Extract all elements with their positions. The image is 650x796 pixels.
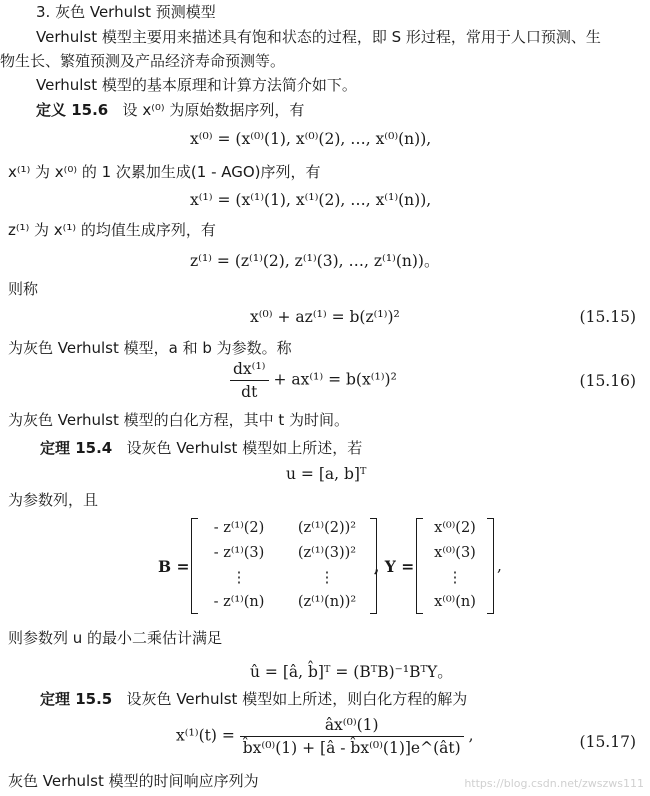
derivative-fraction — [230, 360, 269, 401]
fraction-denominator: dt — [241, 383, 258, 401]
equation-x0-sequence: x⁽⁰⁾ = (x⁽⁰⁾(1), x⁽⁰⁾(2), …, x⁽⁰⁾(n)), — [190, 130, 432, 148]
matrix-b-cell: ⋮ — [319, 570, 335, 586]
matrix-trailing-comma: , — [497, 557, 502, 575]
equation-15-17 — [176, 716, 474, 757]
least-squares-text: 则参数列 u 的最小二乘估计满足 — [8, 629, 223, 647]
equation-number-15-15: (15.15) — [579, 308, 636, 326]
model-definition-text: 为灰色 Verhulst 模型，a 和 b 为参数。称 — [8, 339, 292, 357]
definition-text: 设 x⁽⁰⁾ 为原始数据序列，有 — [122, 101, 305, 119]
theorem-text: 设灰色 Verhulst 模型如上所述，则白化方程的解为 — [126, 690, 468, 708]
matrix-y-right-bracket — [487, 518, 494, 614]
matrix-b-cell: - z⁽¹⁾(n) — [213, 594, 265, 610]
theorem-text: 设灰色 Verhulst 模型如上所述，若 — [126, 439, 363, 457]
then-call-text: 则称 — [8, 280, 39, 298]
matrix-b-cell: - z⁽¹⁾(3) — [213, 545, 265, 561]
equation-15-17-lhs: x⁽¹⁾(t) = — [176, 726, 235, 745]
parameter-text: 为参数列，且 — [8, 491, 99, 509]
equation-u-vector: u = [a, b]ᵀ — [286, 465, 367, 483]
theorem-15-4 — [40, 438, 362, 458]
theorem-label: 定理 15.5 — [40, 690, 113, 708]
matrix-y-left-bracket — [416, 518, 423, 614]
fraction-numerator: âx⁽⁰⁾(1) — [240, 716, 464, 737]
matrix-y-cell: x⁽⁰⁾(n) — [434, 594, 476, 610]
theorem-15-5 — [40, 689, 467, 709]
matrix-y-cell: ⋮ — [447, 570, 463, 586]
matrix-b-cell: (z⁽¹⁾(3))² — [297, 545, 357, 561]
solution-fraction — [240, 716, 464, 757]
intro-paragraph-line2: 物生长、繁殖预测及产品经济寿命预测等。 — [0, 52, 286, 70]
matrix-b-cell: (z⁽¹⁾(n))² — [297, 594, 357, 610]
matrix-b-cell: ⋮ — [231, 570, 247, 586]
mean-sequence-text: z⁽¹⁾ 为 x⁽¹⁾ 的均值生成序列，有 — [8, 221, 216, 239]
matrix-b-cell: - z⁽¹⁾(2) — [213, 520, 265, 536]
response-sequence-text: 灰色 Verhulst 模型的时间响应序列为 — [8, 772, 259, 790]
equation-15-17-end: , — [468, 726, 474, 745]
equation-x1-sequence: x⁽¹⁾ = (x⁽¹⁾(1), x⁽¹⁾(2), …, x⁽¹⁾(n)), — [190, 191, 432, 209]
equation-z1-sequence: z⁽¹⁾ = (z⁽¹⁾(2), z⁽¹⁾(3), …, z⁽¹⁾(n))。 — [190, 252, 440, 270]
equation-number-15-17: (15.17) — [579, 733, 636, 751]
matrix-b-left-bracket — [191, 518, 198, 614]
section-heading: 3. 灰色 Verhulst 预测模型 — [36, 3, 216, 21]
equation-15-16 — [230, 360, 397, 401]
definition-15-6 — [36, 100, 304, 120]
matrix-b-cell: (z⁽¹⁾(2))² — [297, 520, 357, 536]
ago-text: x⁽¹⁾ 为 x⁽⁰⁾ 的 1 次累加生成(1 - AGO)序列，有 — [8, 163, 321, 181]
watermark: https://blog.csdn.net/zwszws111 — [464, 777, 644, 790]
matrix-y-label: , Y = — [374, 557, 415, 576]
whitening-equation-text: 为灰色 Verhulst 模型的白化方程，其中 t 为时间。 — [8, 411, 350, 429]
fraction-numerator: dx⁽¹⁾ — [230, 360, 269, 381]
intro-paragraph-line3: Verhulst 模型的基本原理和计算方法简介如下。 — [36, 76, 357, 94]
theorem-label: 定理 15.4 — [40, 439, 113, 457]
equation-15-15: x⁽⁰⁾ + az⁽¹⁾ = b(z⁽¹⁾)² — [250, 308, 400, 326]
fraction-denominator: b̂x⁽⁰⁾(1) + [â - b̂x⁽⁰⁾(1)]e^(ât) — [242, 739, 461, 757]
equation-number-15-16: (15.16) — [579, 372, 636, 390]
matrix-b-label: B = — [158, 557, 190, 576]
matrix-y-cell: x⁽⁰⁾(2) — [434, 520, 476, 536]
definition-label: 定义 15.6 — [36, 101, 109, 119]
equation-15-16-rest: + ax⁽¹⁾ = b(x⁽¹⁾)² — [273, 370, 397, 389]
matrix-y-cell: x⁽⁰⁾(3) — [434, 545, 476, 561]
equation-u-hat: û = [â, b̂]ᵀ = (BᵀB)⁻¹BᵀY。 — [250, 663, 453, 681]
intro-paragraph-line1: Verhulst 模型主要用来描述具有饱和状态的过程，即 S 形过程，常用于人口预测、生 — [36, 28, 601, 46]
